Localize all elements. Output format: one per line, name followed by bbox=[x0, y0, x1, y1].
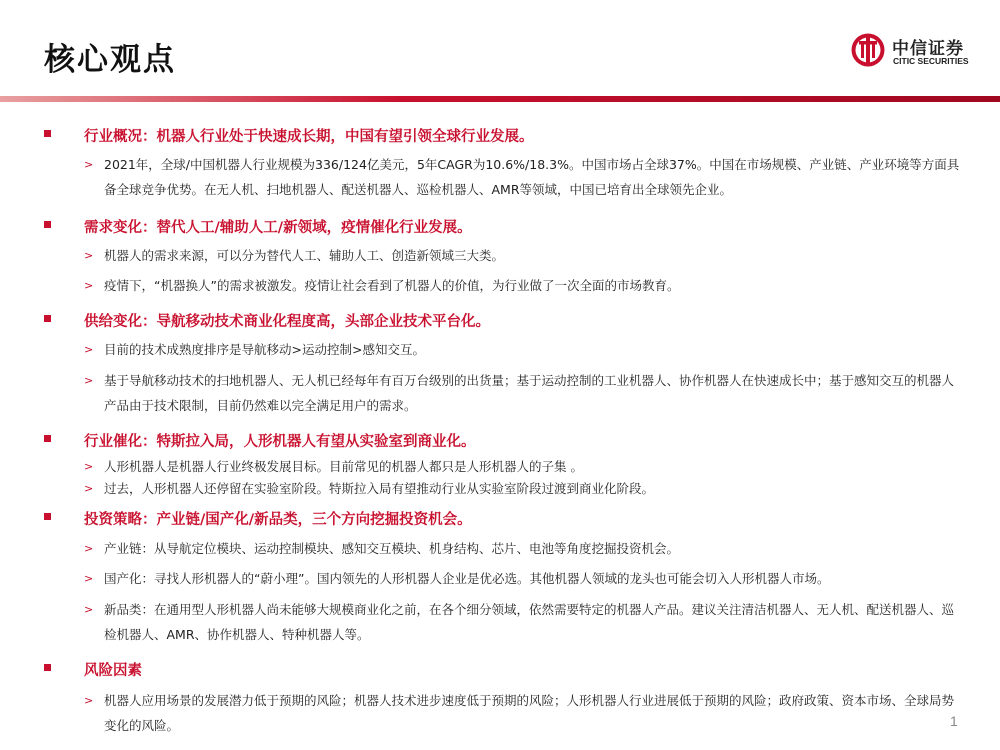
arrow-bullet-icon: > bbox=[84, 374, 94, 387]
arrow-bullet-icon: > bbox=[84, 249, 94, 262]
list-item bbox=[84, 243, 964, 268]
list-item-text: 产业链：从导航定位模块、运动控制模块、感知交互模块、机身结构、芯片、电池等角度挖掘投资机会。 bbox=[104, 541, 680, 556]
arrow-bullet-icon: > bbox=[84, 482, 94, 495]
square-bullet-icon bbox=[44, 664, 51, 671]
list-item bbox=[84, 536, 964, 561]
list-item-text: 过去，人形机器人还停留在实验室阶段。特斯拉入局有望推动行业从实验室阶段过渡到商业化阶段。 bbox=[104, 481, 655, 496]
list-item bbox=[84, 597, 964, 647]
list-item bbox=[84, 152, 964, 202]
square-bullet-icon bbox=[44, 315, 51, 322]
list-item bbox=[84, 566, 964, 591]
list-item-text: 人形机器人是机器人行业终极发展目标。目前常见的机器人都只是人形机器人的子集 。 bbox=[104, 459, 583, 474]
logo-english-name: CITIC SECURITIES bbox=[893, 56, 969, 66]
list-item-text: 国产化：寻找人形机器人的“蔚小理”。国内领先的人形机器人企业是优必选。其他机器人领域的龙头也可能会切入人形机器人市场。 bbox=[104, 571, 830, 586]
page-title: 核心观点 bbox=[44, 42, 176, 78]
arrow-bullet-icon: > bbox=[84, 343, 94, 356]
square-bullet-icon bbox=[44, 435, 51, 442]
arrow-bullet-icon: > bbox=[84, 542, 94, 555]
section-heading-text: 需求变化：替代人工/辅助人工/新领域，疫情催化行业发展。 bbox=[84, 220, 472, 236]
section-heading-text: 供给变化：导航移动技术商业化程度高，头部企业技术平台化。 bbox=[84, 314, 490, 330]
square-bullet-icon bbox=[44, 221, 51, 228]
list-item-text: 目前的技术成熟度排序是导航移动>运动控制>感知交互。 bbox=[104, 342, 425, 357]
list-item bbox=[84, 337, 964, 362]
list-item bbox=[84, 368, 964, 418]
arrow-bullet-icon: > bbox=[84, 279, 94, 292]
arrow-bullet-icon: > bbox=[84, 460, 94, 473]
arrow-bullet-icon: > bbox=[84, 694, 94, 707]
section-heading-text: 投资策略：产业链/国产化/新品类，三个方向挖掘投资机会。 bbox=[84, 512, 472, 528]
section-heading-text: 风险因素 bbox=[84, 663, 142, 679]
list-item-text: 疫情下，“机器换人”的需求被激发。疫情让社会看到了机器人的价值，为行业做了一次全面的市场教育。 bbox=[104, 278, 680, 293]
list-item-text: 机器人应用场景的发展潜力低于预期的风险；机器人技术进步速度低于预期的风险；人形机器人行业进展低于预期的风险；政府政策、资本市场、全球局势变化的风险。 bbox=[104, 693, 955, 733]
list-item-text: 机器人的需求来源，可以分为替代人工、辅助人工、创造新领域三大类。 bbox=[104, 248, 505, 263]
list-item bbox=[84, 476, 964, 501]
section-heading-text: 行业催化：特斯拉入局，人形机器人有望从实验室到商业化。 bbox=[84, 434, 476, 450]
square-bullet-icon bbox=[44, 130, 51, 137]
section-heading-text: 行业概况：机器人行业处于快速成长期，中国有望引领全球行业发展。 bbox=[84, 129, 534, 145]
arrow-bullet-icon: > bbox=[84, 603, 94, 616]
page-number: 1 bbox=[950, 713, 958, 729]
list-item-text: 2021年，全球/中国机器人行业规模为336/124亿美元，5年CAGR为10.6%/18.3%。中国市场占全球37%。中国在市场规模、产业链、产业环境等方面具备全球竞争优势。在无人机、扫地机器人、配送机器人、巡检机器人、AMR等领域，中国已培育出全球领先企业。 bbox=[104, 157, 960, 197]
arrow-bullet-icon: > bbox=[84, 158, 94, 171]
list-item-text: 新品类：在通用型人形机器人尚未能够大规模商业化之前，在各个细分领域，依然需要特定的机器人产品。建议关注清洁机器人、无人机、配送机器人、巡检机器人、AMR、协作机器人、特种机器人等。 bbox=[104, 602, 955, 642]
list-item bbox=[84, 273, 964, 298]
list-item-text: 基于导航移动技术的扫地机器人、无人机已经每年有百万台级别的出货量；基于运动控制的工业机器人、协作机器人在快速成长中；基于感知交互的机器人产品由于技术限制，目前仍然难以完全满足用户的需求。 bbox=[104, 373, 955, 413]
square-bullet-icon bbox=[44, 513, 51, 520]
arrow-bullet-icon: > bbox=[84, 572, 94, 585]
list-item bbox=[84, 688, 964, 738]
logo-chinese-name: 中信证券 bbox=[892, 39, 964, 59]
